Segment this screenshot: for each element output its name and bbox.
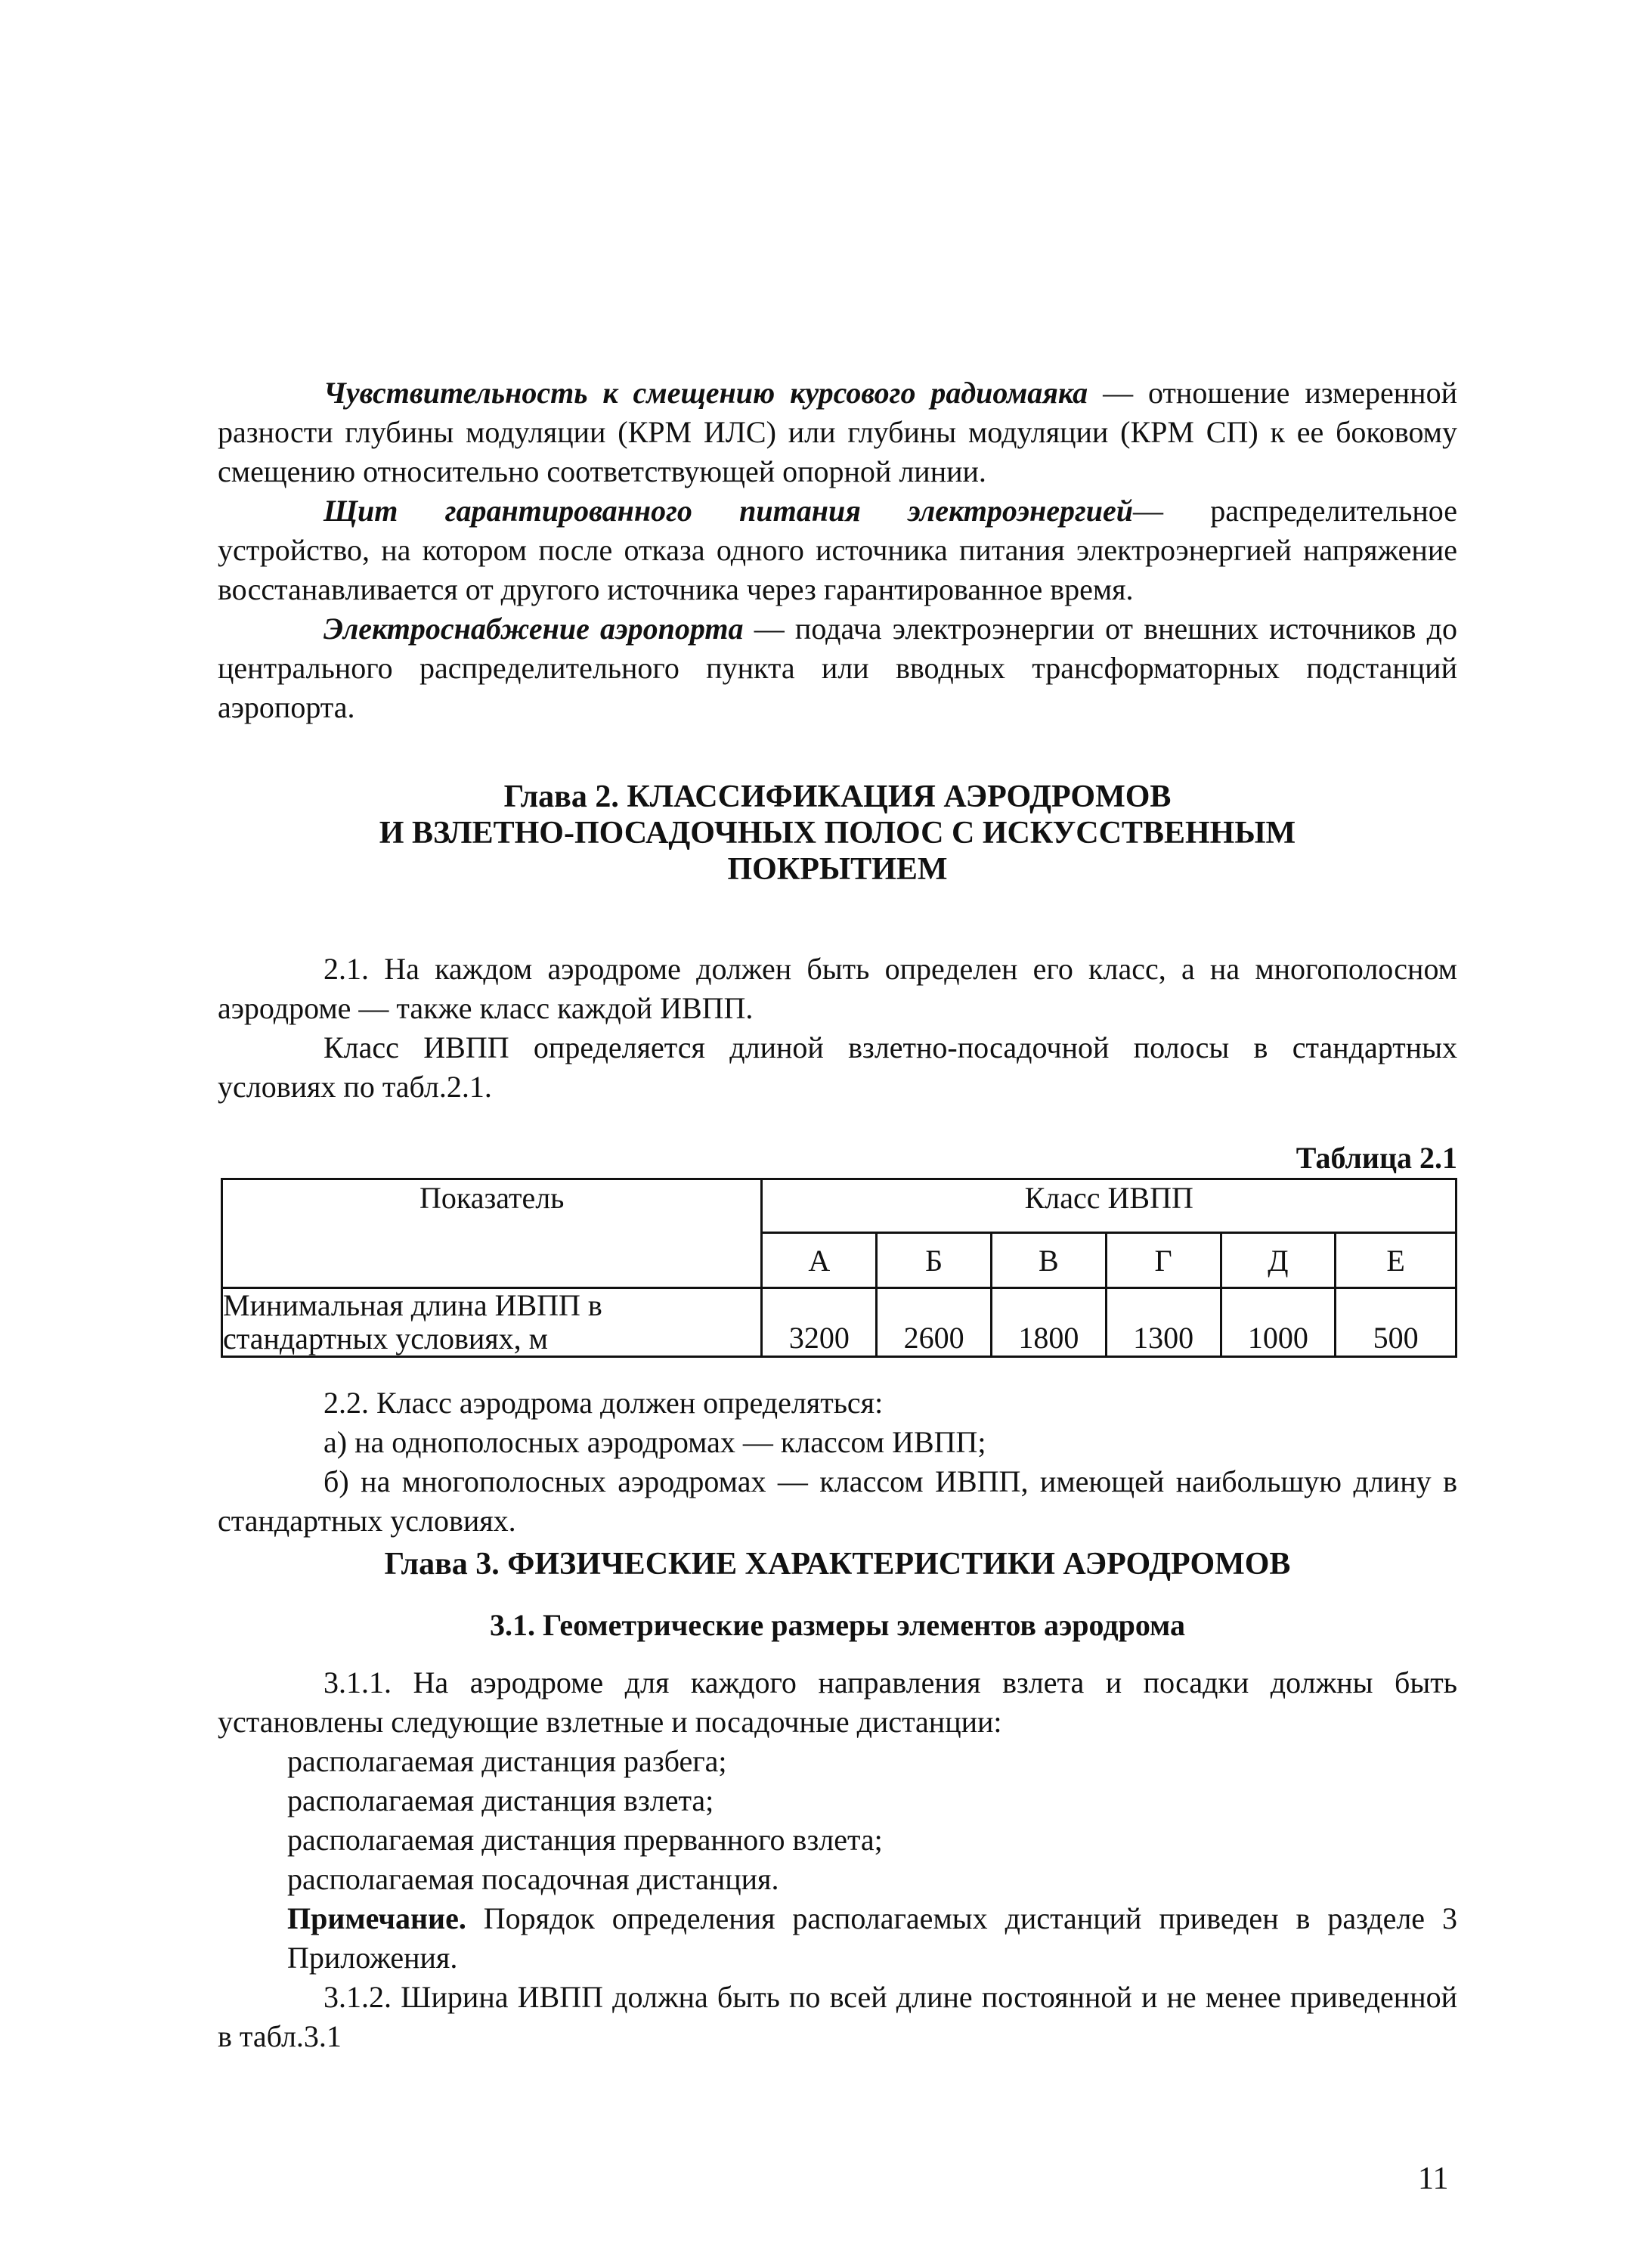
note-lead: Примечание. <box>287 1901 466 1935</box>
section-2-2 <box>218 1383 1457 1541</box>
table-header-row <box>222 1179 1457 1233</box>
table-row-label-line: стандартных условиях, м <box>223 1321 548 1356</box>
table-class-cell: Г <box>1106 1233 1221 1288</box>
section-3-1-heading: 3.1. Геометрические размеры элементов аэродрома <box>489 1608 1186 1642</box>
runway-class-table <box>221 1178 1457 1358</box>
table-value-cell: 1300 <box>1106 1288 1221 1357</box>
paragraph-2-2-a: а) на однополосных аэродромах — классом ИВПП; <box>323 1425 986 1459</box>
table-value-cell: 2600 <box>877 1288 992 1357</box>
table-value-cell: 1800 <box>991 1288 1106 1357</box>
list-item: располагаемая дистанция разбега; <box>287 1744 727 1778</box>
table-class-cell: А <box>762 1233 877 1288</box>
definition-text: — подача электроэнергии от внешних источников до центрального распределительного пункта или вводных трансформаторных подстанций аэропорта. <box>218 612 1458 724</box>
table-class-cell: Д <box>1221 1233 1336 1288</box>
definitions-block <box>218 373 1457 727</box>
table-class-cell: В <box>991 1233 1106 1288</box>
chapter-2-heading-line: ПОКРЫТИЕМ <box>727 852 948 887</box>
chapter-3-heading: Глава 3. ФИЗИЧЕСКИЕ ХАРАКТЕРИСТИКИ АЭРОДРОМОВ <box>384 1547 1291 1582</box>
note-text: Порядок определения располагаемых дистанций приведен в разделе 3 Приложения. <box>287 1901 1457 1975</box>
chapter-2-body <box>218 950 1457 1107</box>
definition-paragraph <box>218 609 1457 727</box>
chapter-3-body <box>218 1663 1457 2056</box>
definition-paragraph <box>218 491 1457 609</box>
definition-term: Чувствительность к смещению курсового радиомаяка <box>323 376 1088 410</box>
table-header-class: Класс ИВПП <box>762 1179 1457 1233</box>
definition-paragraph <box>218 373 1457 491</box>
definition-text: — распределительное устройство, на котором после отказа одного источника питания электроэнергией напряжение восстанавливается от другого источника через гарантированное время. <box>218 494 1457 606</box>
table-row-label <box>222 1288 762 1357</box>
table-caption: Таблица 2.1 <box>1296 1141 1457 1175</box>
table-header-indicator: Показатель <box>222 1179 762 1288</box>
definition-term: Электроснабжение аэропорта <box>323 612 744 646</box>
list-item: располагаемая дистанция прерванного взлета; <box>287 1823 883 1857</box>
table-row-label-line: Минимальная длина ИВПП в <box>223 1288 602 1322</box>
definition-term: Щит гарантированного питания электроэнергией <box>323 494 1133 528</box>
list-item: располагаемая посадочная дистанция. <box>287 1862 779 1896</box>
chapter-2-heading <box>218 779 1457 888</box>
table-value-cell: 1000 <box>1221 1288 1336 1357</box>
paragraph-2-2-b: б) на многополосных аэродромах — классом ИВПП, имеющей наибольшую длину в стандартных условиях. <box>218 1464 1457 1538</box>
paragraph-3-1-2: 3.1.2. Ширина ИВПП должна быть по всей длине постоянной и не менее приведенной в табл.3.1 <box>218 1980 1457 2053</box>
table-value-cell: 500 <box>1336 1288 1457 1357</box>
table-class-cell: Б <box>877 1233 992 1288</box>
paragraph-2-2: 2.2. Класс аэродрома должен определяться: <box>323 1386 884 1420</box>
paragraph-3-1-1: 3.1.1. На аэродроме для каждого направления взлета и посадки должны быть установлены следующие взлетные и посадочные дистанции: <box>218 1665 1457 1739</box>
paragraph-class-definition: Класс ИВПП определяется длиной взлетно-посадочной полосы в стандартных условиях по табл.2.1. <box>218 1030 1457 1104</box>
table-row <box>222 1288 1457 1357</box>
chapter-2-heading-line: Глава 2. КЛАССИФИКАЦИЯ АЭРОДРОМОВ <box>503 779 1172 814</box>
chapter-2-heading-line: И ВЗЛЕТНО-ПОСАДОЧНЫХ ПОЛОС С ИСКУССТВЕННЫМ <box>379 816 1296 850</box>
table-class-cell: Е <box>1336 1233 1457 1288</box>
paragraph-2-1: 2.1. На каждом аэродроме должен быть определен его класс, а на многополосном аэродроме — также класс каждой ИВПП. <box>218 952 1457 1025</box>
list-item: располагаемая дистанция взлета; <box>287 1783 714 1817</box>
table-value-cell: 3200 <box>762 1288 877 1357</box>
note-paragraph <box>218 1899 1457 1978</box>
page-number: 11 <box>1418 2161 1449 2196</box>
definition-text: — отношение измеренной разности глубины модуляции (КРМ ИЛС) или глубины модуляции (КРМ СП) к ее боковому смещению относительно соответствующей опорной линии. <box>218 376 1457 488</box>
